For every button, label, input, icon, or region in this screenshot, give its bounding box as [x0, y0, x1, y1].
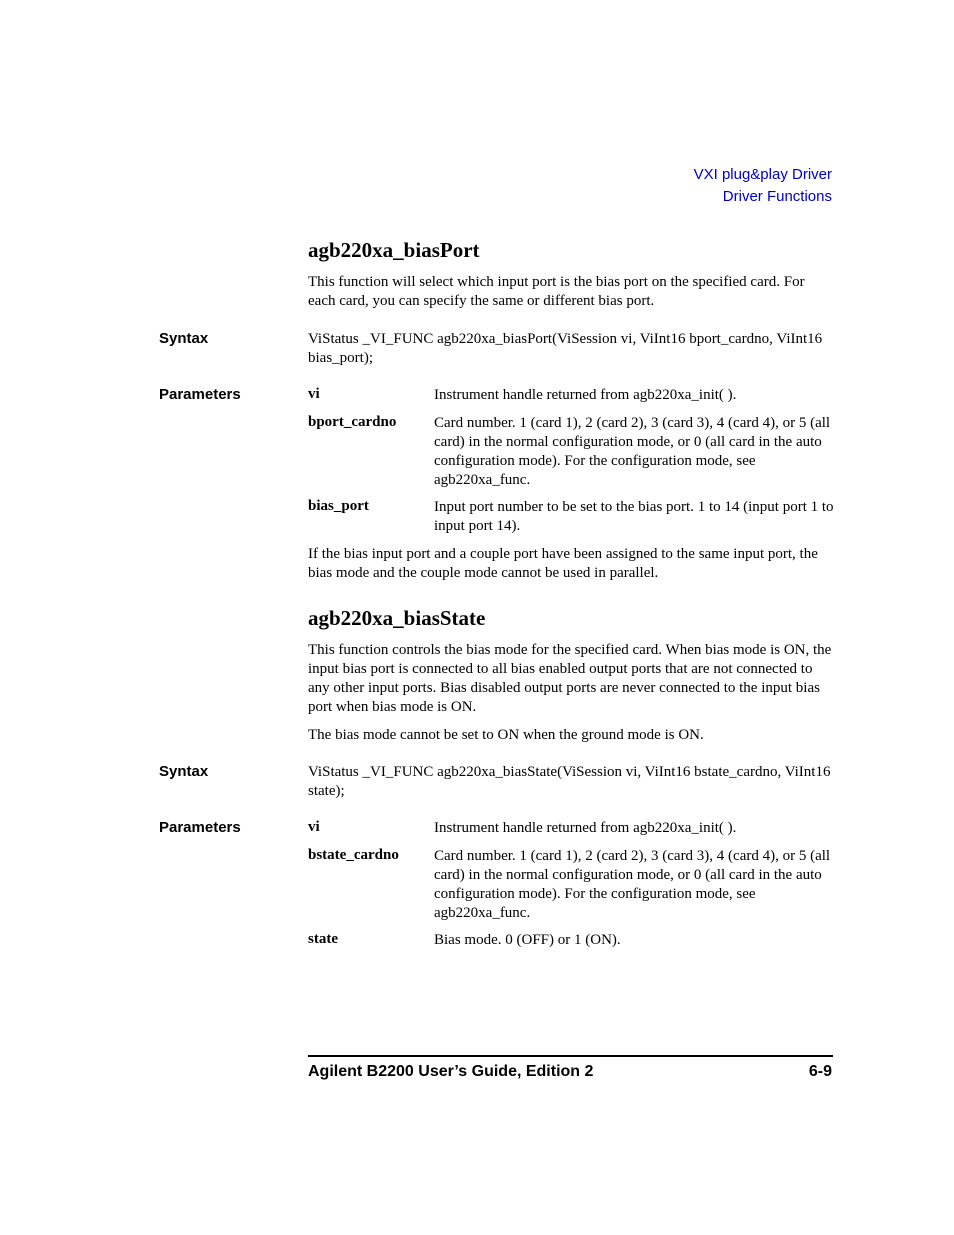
param-description: Instrument handle returned from agb220xa_init( ).: [434, 820, 737, 836]
function-title-biasstate: agb220xa_biasState: [308, 606, 486, 630]
function-title-biasport: agb220xa_biasPort: [308, 238, 480, 262]
biasstate-syntax: ViStatus _VI_FUNC agb220xa_biasState(ViSession vi, ViInt16 bstate_cardno, ViInt16 state);: [308, 764, 831, 799]
param-description: Bias mode. 0 (OFF) or 1 (ON).: [434, 932, 621, 948]
footer-guide-title: Agilent B2200 User’s Guide, Edition 2: [308, 1063, 594, 1080]
running-header-chapter: VXI plug&play Driver: [693, 166, 832, 183]
parameters-label: Parameters: [159, 819, 241, 836]
param-name: vi: [308, 819, 320, 835]
param-name: bstate_cardno: [308, 847, 399, 863]
biasport-syntax: ViStatus _VI_FUNC agb220xa_biasPort(ViSession vi, ViInt16 bport_cardno, ViInt16 bias_port);: [308, 331, 823, 366]
param-name: vi: [308, 386, 320, 402]
biasstate-ground-note: The bias mode cannot be set to ON when the ground mode is ON.: [308, 727, 704, 743]
footer-rule: [308, 1055, 833, 1057]
param-name: bias_port: [308, 498, 369, 514]
param-description: Instrument handle returned from agb220xa_init( ).: [434, 387, 737, 403]
page-number: 6-9: [808, 1063, 832, 1080]
param-description: Card number. 1 (card 1), 2 (card 2), 3 (card 3), 4 (card 4), or 5 (all card) in the normal configuration mode, or 0 (all card in the auto configuration mode). For the configuration mode, see agb220xa_func.: [434, 415, 831, 488]
parameters-label: Parameters: [159, 386, 241, 403]
param-name: state: [308, 931, 338, 947]
syntax-label: Syntax: [159, 330, 209, 347]
biasport-description: This function will select which input port is the bias port on the specified card. For each card, you can specify the same or different bias port.: [308, 274, 805, 309]
biasstate-description: This function controls the bias mode for the specified card. When bias mode is ON, the input bias port is connected to all bias enabled output ports that are not connected to any other input ports. Bias disabled output ports are never connected to the input bias port when bias mode is ON.: [308, 642, 832, 715]
biasport-note: If the bias input port and a couple port have been assigned to the same input port, the bias mode and the couple mode cannot be used in parallel.: [308, 546, 818, 581]
syntax-label: Syntax: [159, 763, 209, 780]
param-name: bport_cardno: [308, 414, 397, 430]
param-description: Card number. 1 (card 1), 2 (card 2), 3 (card 3), 4 (card 4), or 5 (all card) in the normal configuration mode, or 0 (all card in the auto configuration mode). For the configuration mode, see agb220xa_func.: [434, 848, 831, 921]
param-description: Input port number to be set to the bias port. 1 to 14 (input port 1 to input port 14).: [434, 499, 834, 534]
running-header-section: Driver Functions: [722, 188, 832, 205]
